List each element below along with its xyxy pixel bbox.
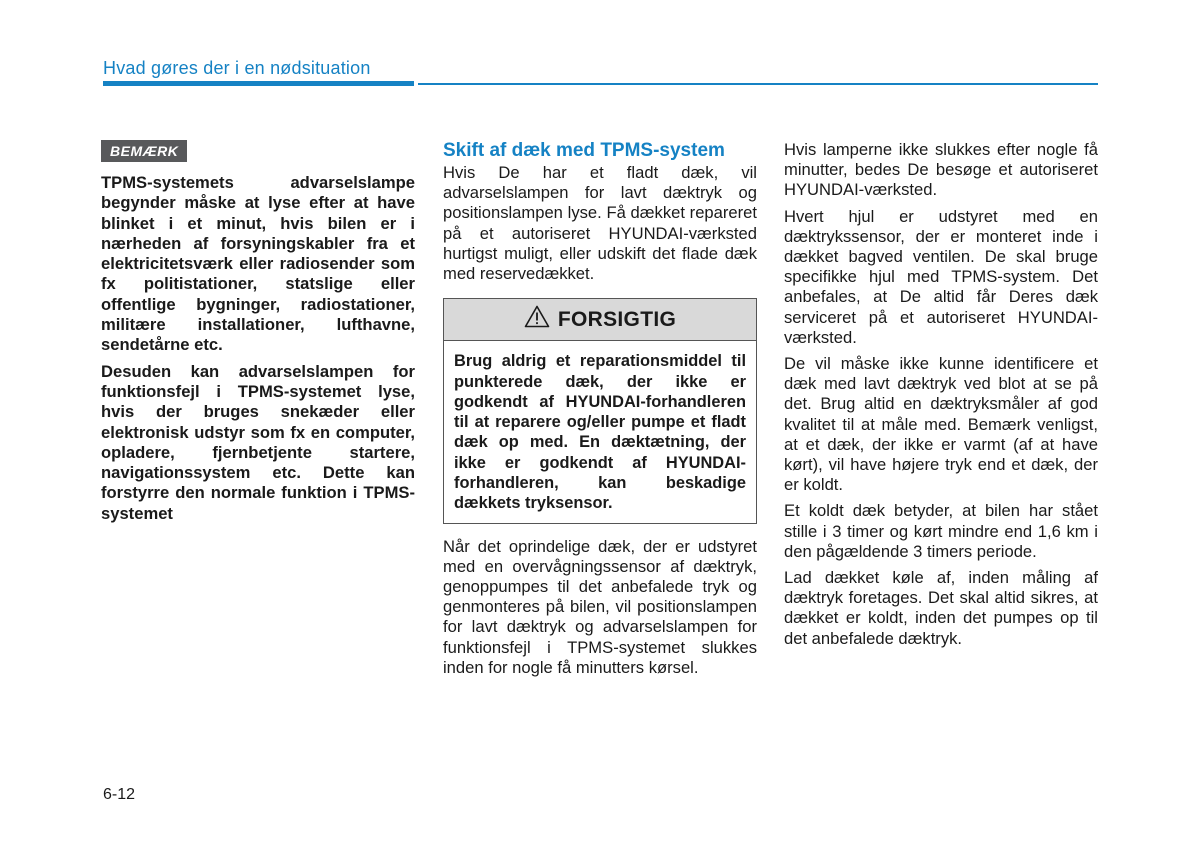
section-intro: Hvis De har et fladt dæk, vil advarselslampen for lavt dæktryk og positionslampen lyse. Få dækket repareret på et autoriseret HYUNDAI-værksted hurtigst muligt, eller udskift det flade dæk med reservedækket. xyxy=(443,163,757,284)
note-body xyxy=(101,173,415,524)
right-paragraph: Hvis lamperne ikke slukkes efter nogle få minutter, bedes De besøge et autoriseret HYUNDAI-værksted. xyxy=(784,140,1098,200)
header-rule-thin xyxy=(418,83,1098,85)
after-caution-paragraph: Når det oprindelige dæk, der er udstyret med en overvågningssensor af dæktryk, genoppumpes til det anbefalede tryk og genmonteres på bilen, vil positionslampen for lavt dæktryk og advarselslampen for funktionsfejl i TPMS-systemet slukkes inden for nogle få minutters kørsel. xyxy=(443,536,757,677)
header-rule-thick xyxy=(103,81,414,86)
right-paragraph: Lad dækket køle af, inden måling af dæktryk foretages. Det skal altid sikres, at dækket er koldt, inden det pumpes op til det anbefalede dæktryk. xyxy=(784,568,1098,648)
page-number: 6-12 xyxy=(103,786,136,803)
right-paragraph: De vil måske ikke kunne identificere et dæk med lavt dæktryk ved blot at se på det. Brug altid en dæktryksmåler af god kvalitet til at måle med. Bemærk venligst, at et dæk, der ikke er varmt (af at have kørt), vil have højere tryk end et dæk, der er koldt. xyxy=(784,354,1098,495)
warning-triangle-icon xyxy=(524,305,550,334)
caution-header xyxy=(444,299,756,341)
note-badge: BEMÆRK xyxy=(101,140,187,162)
right-paragraph: Hvert hjul er udstyret med en dæktrykssensor, der er monteret inde i dækket bagved ventilen. De skal bruge specifikke hjul med TPMS-system. Det anbefales, at De altid får Deres dæk serviceret på et autoriseret HYUNDAI-værksted. xyxy=(784,206,1098,347)
caution-title: FORSIGTIG xyxy=(557,307,677,331)
right-column xyxy=(784,140,1098,655)
note-paragraph: TPMS-systemets advarselslampe begynder måske at lyse efter at have blinket i et minut, hvis bilen er i nærheden af forsyningskabler fra et elektricitetsværk eller radiosender som fx politistationer, statslige eller offentlige bygninger, radiostationer, militære installationer, lufthavne, sendetårne etc. xyxy=(101,173,415,355)
left-column xyxy=(101,140,415,530)
note-paragraph: Desuden kan advarselslampen for funktionsfejl i TPMS-systemet lyse, hvis der bruges snekæder eller elektronisk udstyr som fx en computer, opladere, fjernbetjente startere, navigationssystem etc. Dette kan forstyrre den normale funktion i TPMS-systemet xyxy=(101,361,415,523)
section-title: Skift af dæk med TPMS-system xyxy=(443,140,725,161)
caution-text: Brug aldrig et reparationsmiddel til punkterede dæk, der ikke er godkendt af HYUNDAI-forhandleren til at reparere og/eller pumpe et fladt dæk op med. En dæktætning, der ikke er godkendt af HYUNDAI-forhandleren, kan beskadige dækkets tryksensor. xyxy=(454,352,746,513)
chapter-title: Hvad gøres der i en nødsituation xyxy=(103,58,371,78)
middle-column xyxy=(443,140,757,684)
right-paragraph: Et koldt dæk betyder, at bilen har stået stille i 3 timer og kørt mindre end 1,6 km i den pågældende 3 timers periode. xyxy=(784,501,1098,561)
caution-box xyxy=(443,298,757,523)
